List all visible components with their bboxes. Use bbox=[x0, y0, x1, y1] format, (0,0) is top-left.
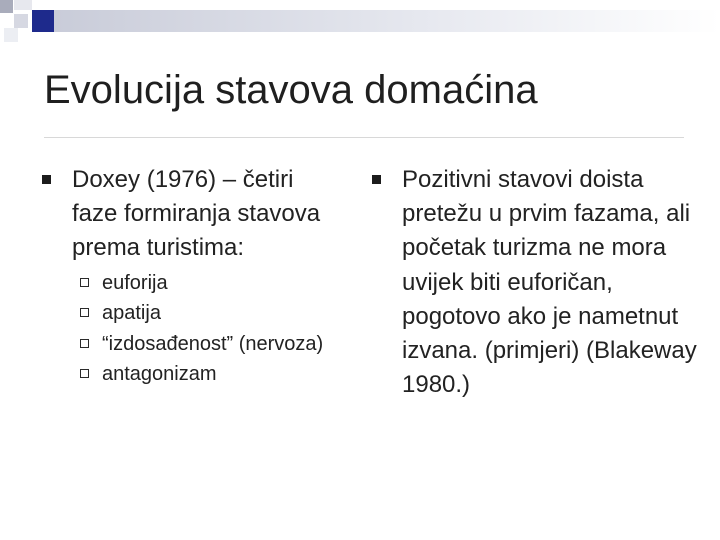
list-item bbox=[80, 329, 338, 360]
slide-title: Evolucija stavova domaćina bbox=[44, 68, 538, 112]
corner-square-blue bbox=[32, 10, 54, 32]
corner-square-light bbox=[14, 0, 32, 10]
left-bullet-text: Doxey (1976) – četiri faze formiranja stavova prema turistima: bbox=[72, 166, 321, 262]
list-item-label: euforija bbox=[102, 271, 168, 294]
corner-decoration bbox=[0, 0, 720, 44]
list-item bbox=[80, 298, 338, 329]
right-bullet-text: Pozitivni stavovi doista pretežu u prvim fazama, ali početak turizma ne mora uvijek biti euforičan, pogotovo ako je nametnut izvana. (primjeri) (Blakeway 1980.) bbox=[402, 166, 697, 399]
right-column bbox=[368, 163, 698, 402]
list-item-label: “izdosađenost” (nervoza) bbox=[102, 332, 324, 355]
left-bullet bbox=[38, 163, 338, 266]
list-item-label: antagonizam bbox=[102, 363, 217, 386]
hollow-square-bullet-icon bbox=[80, 339, 89, 348]
title-divider bbox=[44, 137, 684, 138]
corner-square-small bbox=[4, 28, 18, 42]
square-bullet-icon bbox=[42, 175, 51, 184]
corner-square-grey bbox=[0, 0, 13, 13]
list-item bbox=[80, 268, 338, 299]
left-column bbox=[38, 163, 338, 390]
corner-square-lower bbox=[14, 14, 28, 28]
hollow-square-bullet-icon bbox=[80, 308, 89, 317]
hollow-square-bullet-icon bbox=[80, 278, 89, 287]
header-gradient-strip bbox=[54, 10, 720, 32]
list-item bbox=[80, 359, 338, 390]
list-item-label: apatija bbox=[102, 302, 161, 325]
right-bullet bbox=[368, 163, 698, 402]
stage-list bbox=[38, 268, 338, 390]
hollow-square-bullet-icon bbox=[80, 369, 89, 378]
square-bullet-icon bbox=[372, 175, 381, 184]
